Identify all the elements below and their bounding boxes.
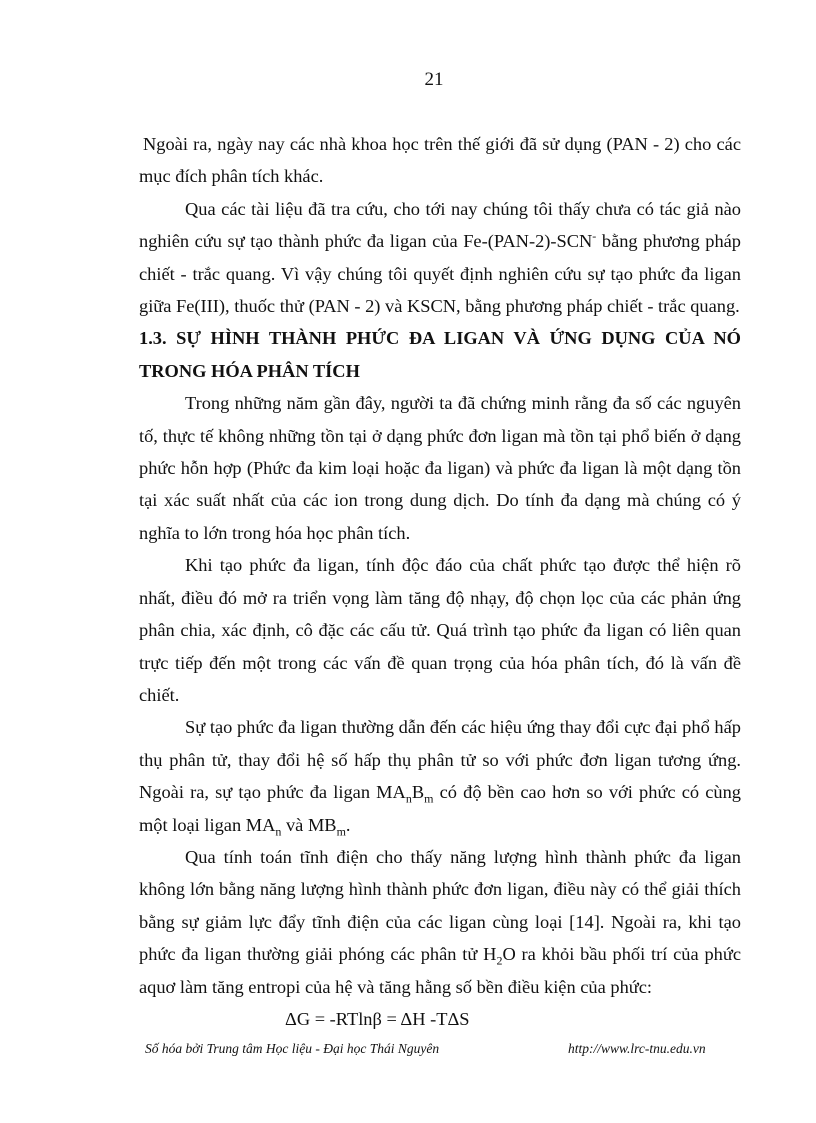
subscript: 2 xyxy=(496,953,503,968)
superscript: - xyxy=(592,229,597,244)
footer-source: Số hóa bởi Trung tâm Học liệu - Đại học Thái Nguyên xyxy=(145,1041,440,1056)
paragraph-electrostatic xyxy=(139,841,741,1003)
section-heading: 1.3. SỰ HÌNH THÀNH PHỨC ĐA LIGAN VÀ ỨNG DỤNG CỦA NÓ TRONG HÓA PHÂN TÍCH xyxy=(139,328,741,381)
paragraph-spectral-effects xyxy=(139,711,741,841)
footer-url[interactable]: http://www.lrc-tnu.edu.vn xyxy=(568,1041,706,1056)
paragraph-recent-years: Trong những năm gần đây, người ta đã chứng minh rằng đa số các nguyên tố, thực tế không những tồn tại ở dạng phức đơn ligan mà tồn tại phổ biến ở dạng phức hỗn hợp (Phức đa kim loại hoặc đa ligan) và phức đa ligan là một dạng tồn tại xác suất nhất của các ion trong dung dịch. Do tính đa dạng mà chúng có ý nghĩa to lớn trong hóa học phân tích. xyxy=(139,393,741,543)
page-number: 21 xyxy=(424,69,444,90)
subscript: m xyxy=(336,824,346,839)
text-segment: Qua các tài liệu đã tra cứu, cho tới nay chúng tôi thấy chưa có tác giả nào nghiên cứu sự tạo thành phức đa ligan của Fe-(PAN-2)-SCN xyxy=(139,198,741,252)
text-segment: Sự tạo phức đa ligan thường dẫn đến các hiệu ứng thay đổi cực đại phổ hấp thụ phân tử, thay đổi hệ số hấp thụ phân tử so với phức đơn ligan tương ứng. Ngoài ra, sự tạo phức đa ligan MA xyxy=(139,717,741,803)
document-body xyxy=(139,128,741,1035)
paragraph-pan2-usage: Ngoài ra, ngày nay các nhà khoa học trên thế giới đã sử dụng (PAN - 2) cho các mục đích phân tích khác. xyxy=(139,134,741,187)
subscript: n xyxy=(405,791,412,806)
text-segment: bằng phương pháp chiết - trắc quang. Vì vậy chúng tôi quyết định nghiên cứu sự tạo phức đa ligan giữa Fe(III), thuốc thử (PAN - 2) và KSCN, bằng phương pháp chiết - trắc quang. xyxy=(139,231,742,317)
text-segment: và MB xyxy=(281,814,337,835)
text-segment: có độ bền cao hơn so với phức có cùng một loại ligan MA xyxy=(139,782,741,835)
text-segment: O ra khỏi bầu phối trí của phức aquơ làm tăng entropi của hệ và tăng hằng số bền điều kiện của phức: xyxy=(139,944,741,997)
text-segment: . xyxy=(345,814,351,835)
paragraph-complex-formation: Khi tạo phức đa ligan, tính độc đáo của chất phức tạo được thể hiện rõ nhất, điều đó mở ra triển vọng làm tăng độ nhạy, độ chọn lọc của các phản ứng phân chia, xác định, cô đặc các cấu tử. Quá trình tạo phức đa ligan có liên quan trực tiếp đến một trong các vấn đề quan trọng của hóa phân tích, đó là vấn đề chiết. xyxy=(139,555,741,705)
text-segment: Qua tính toán tĩnh điện cho thấy năng lượng hình thành phức đa ligan không lớn bằng năng lượng hình thành phức đơn ligan, điều này có thể giải thích bằng sự giảm lực đẩy tĩnh điện của các ligan cùng loại [14]. Ngoài ra, khi tạo phức đa ligan thường giải phóng các phân tử H xyxy=(139,846,741,965)
text-segment: B xyxy=(411,782,425,803)
subscript: n xyxy=(275,824,282,839)
gibbs-formula: ΔG = -RTlnβ = ΔH -TΔS xyxy=(285,1008,470,1029)
subscript: m xyxy=(424,791,434,806)
paragraph-literature-review xyxy=(139,193,741,323)
